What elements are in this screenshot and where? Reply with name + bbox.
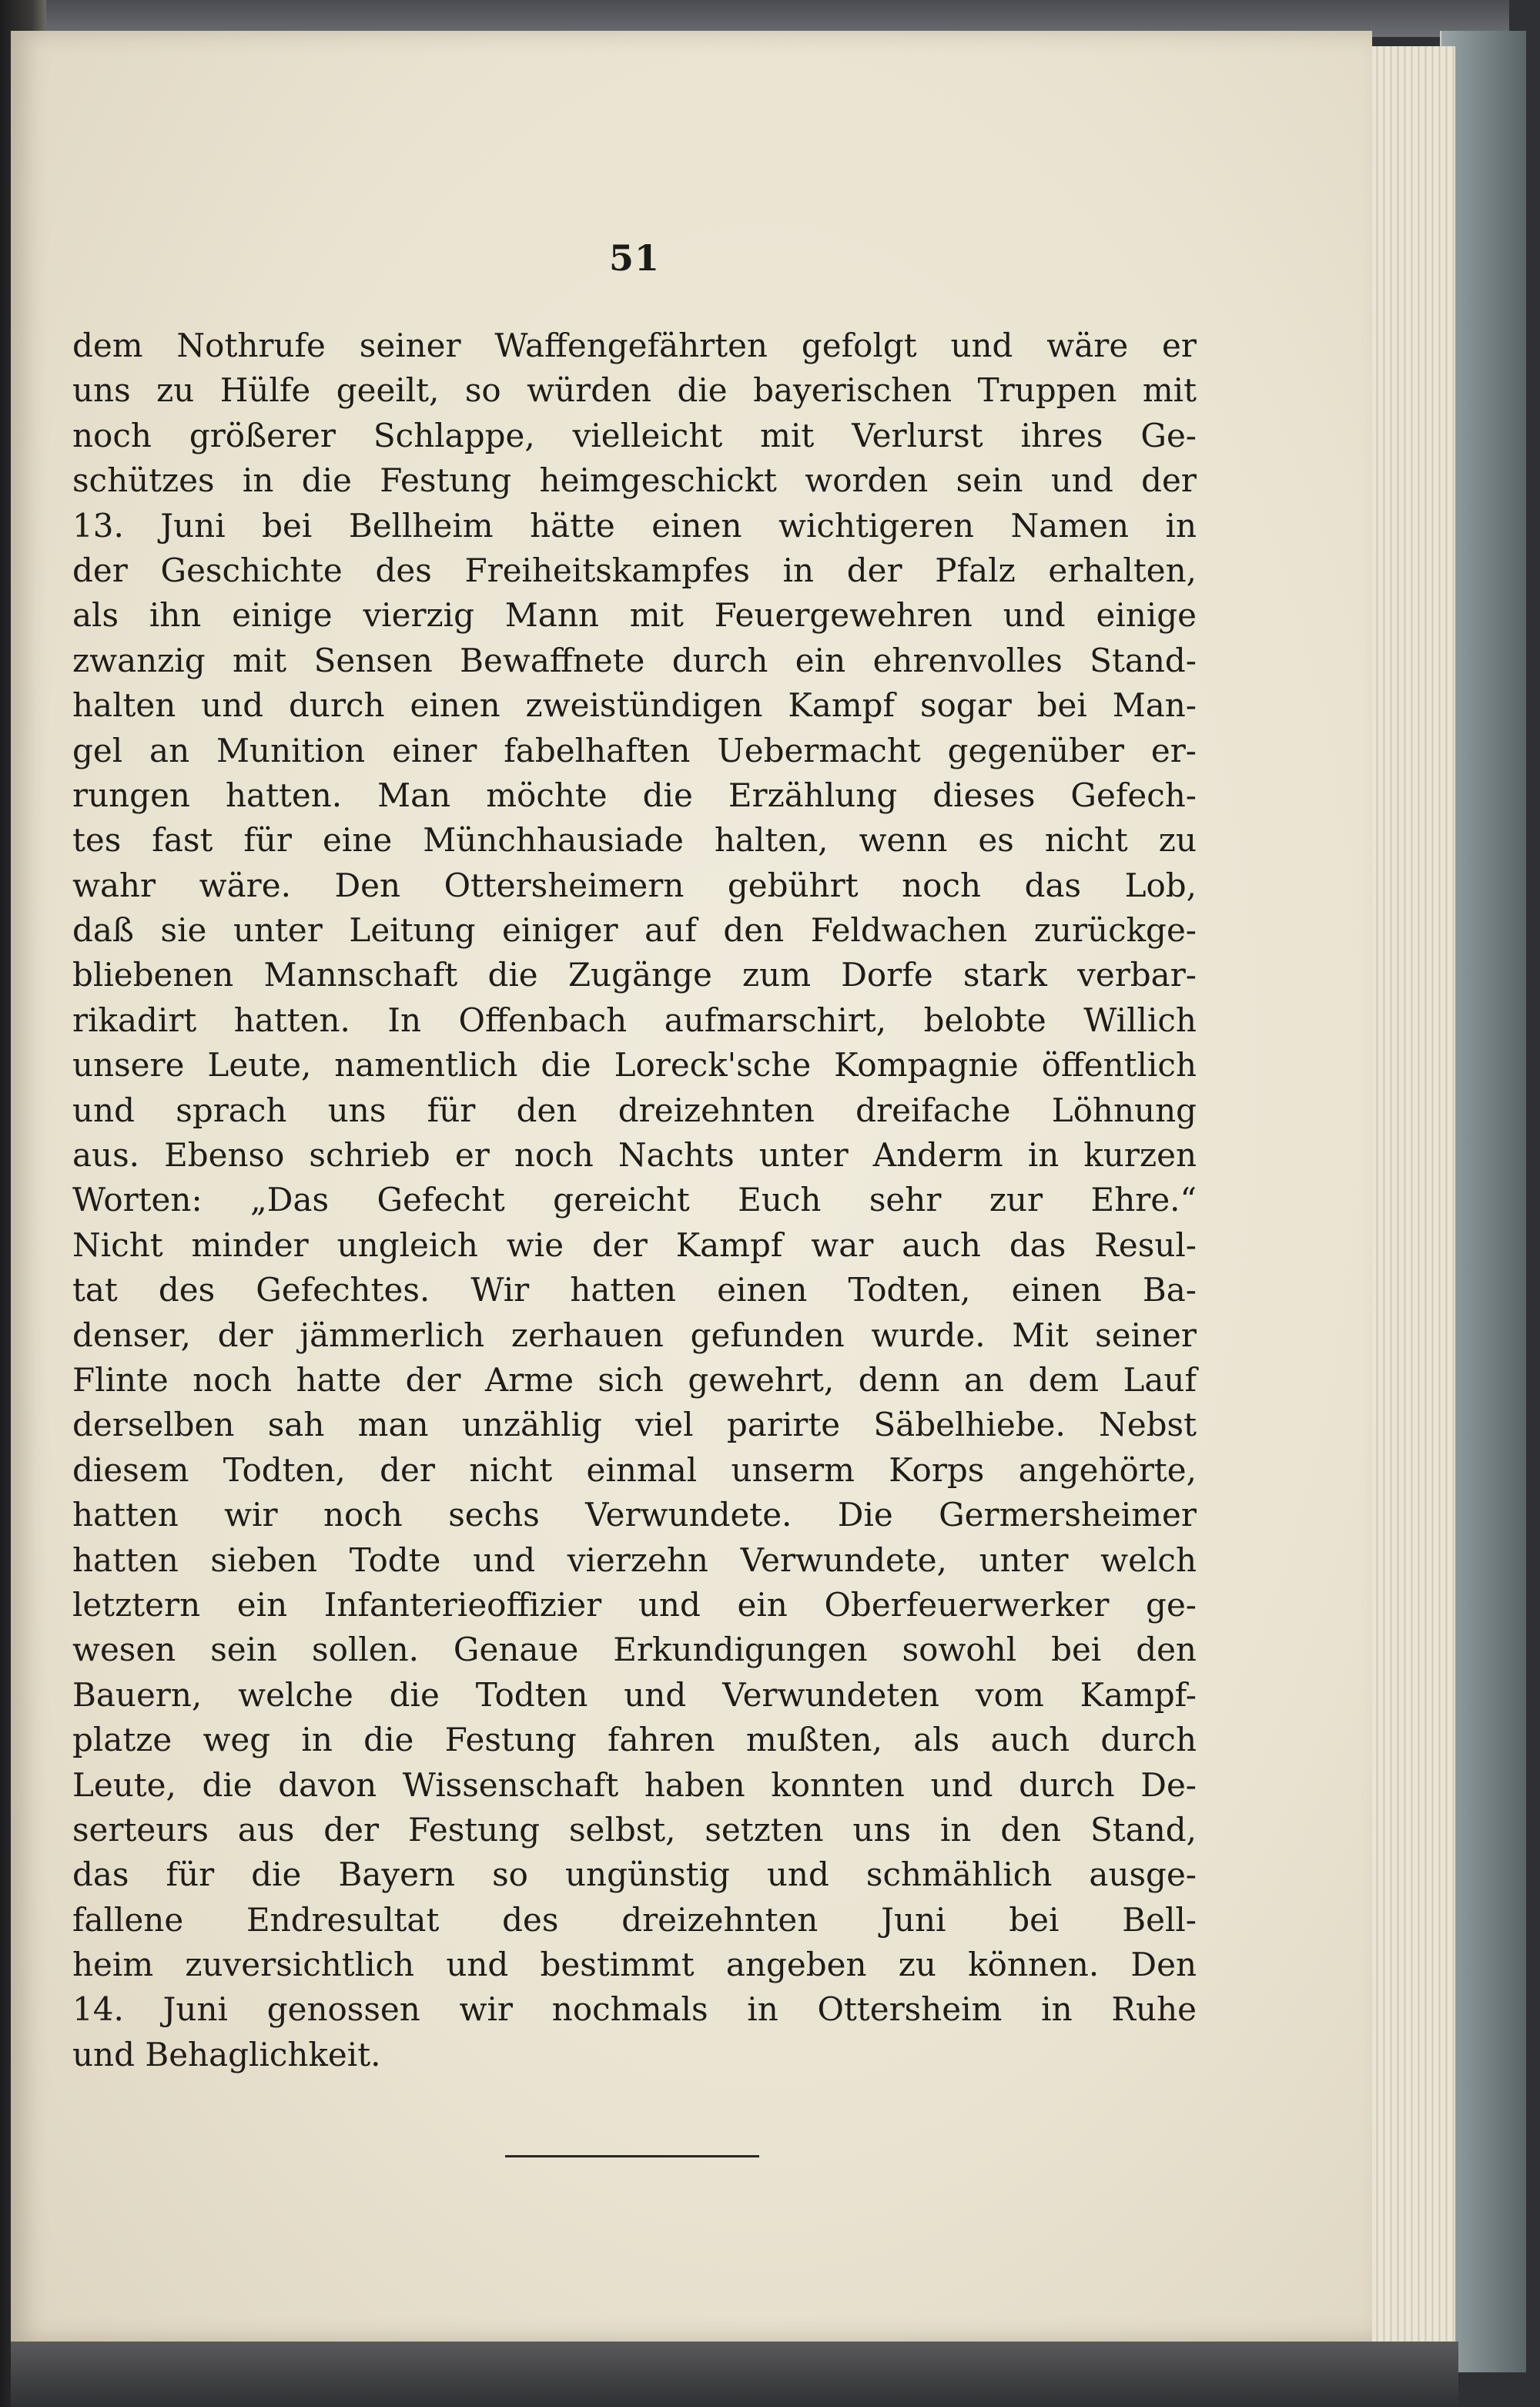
text-line: platze weg in die Festung fahren mußten, als auch durch — [72, 1721, 1197, 1759]
book-page — [11, 31, 1372, 2342]
text-line: Leute, die davon Wissenschaft haben konnten und durch De- — [72, 1765, 1197, 1804]
text-line: denser, der jämmerlich zerhauen gefunden wurde. Mit seiner — [72, 1316, 1197, 1354]
text-line: derselben sah man unzählig viel parirte Säbelhiebe. Nebst — [72, 1406, 1197, 1444]
text-line: der Geschichte des Freiheitskampfes in der Pfalz erhalten, — [72, 551, 1197, 589]
text-line: unsere Leute, namentlich die Loreck'sche Kompagnie öffentlich — [72, 1046, 1197, 1084]
end-rule — [505, 2155, 759, 2157]
text-line: halten und durch einen zweistündigen Kampf sogar bei Man- — [72, 686, 1197, 725]
text-line: rungen hatten. Man möchte die Erzählung dieses Gefech- — [72, 776, 1197, 814]
text-line: daß sie unter Leitung einiger auf den Feldwachen zurückge- — [72, 911, 1197, 950]
text-line: schützes in die Festung heimgeschickt worden sein und der — [72, 461, 1197, 500]
text-line: das für die Bayern so ungünstig und schmählich ausge- — [72, 1856, 1197, 1894]
body-text — [72, 324, 1197, 2077]
text-line: hatten sieben Todte und vierzehn Verwundete, unter welch — [72, 1540, 1197, 1579]
text-line: 14. Juni genossen wir nochmals in Ottersheim in Ruhe — [72, 1990, 1197, 2029]
text-line: Flinte noch hatte der Arme sich gewehrt, denn an dem Lauf — [72, 1360, 1197, 1399]
text-line: fallene Endresultat des dreizehnten Juni bei Bell- — [72, 1900, 1197, 1939]
text-line: serteurs aus der Festung selbst, setzten uns in den Stand, — [72, 1810, 1197, 1849]
text-line: aus. Ebenso schrieb er noch Nachts unter Anderm in kurzen — [72, 1136, 1197, 1175]
text-line: gel an Munition einer fabelhaften Uebermacht gegenüber er- — [72, 731, 1197, 769]
text-line: hatten wir noch sechs Verwundete. Die Germersheimer — [72, 1496, 1197, 1534]
text-line: und sprach uns für den dreizehnten dreifache Löhnung — [72, 1091, 1197, 1129]
text-line: bliebenen Mannschaft die Zugänge zum Dorfe stark verbar- — [72, 956, 1197, 994]
text-line: tat des Gefechtes. Wir hatten einen Todten, einen Ba- — [72, 1271, 1197, 1309]
text-line: letztern ein Infanterieoffizier und ein Oberfeuerwerker ge- — [72, 1585, 1197, 1624]
text-line: wesen sein sollen. Genaue Erkundigungen sowohl bei den — [72, 1631, 1197, 1669]
text-line: tes fast für eine Münchhausiade halten, wenn es nicht zu — [72, 821, 1197, 860]
text-line: diesem Todten, der nicht einmal unserm Korps angehörte, — [72, 1450, 1197, 1489]
text-line: Nicht minder ungleich wie der Kampf war auch das Resul- — [72, 1225, 1197, 1264]
page-edges — [1364, 46, 1455, 2342]
scanner-bottom-shadow — [11, 2342, 1458, 2407]
text-line: uns zu Hülfe geeilt, so würden die bayerischen Truppen mit — [72, 371, 1197, 410]
text-line: wahr wäre. Den Ottersheimern gebührt noch das Lob, — [72, 866, 1197, 904]
text-line: Bauern, welche die Todten und Verwundeten vom Kampf- — [72, 1675, 1197, 1714]
text-line: als ihn einige vierzig Mann mit Feuergewehren und einige — [72, 596, 1197, 635]
text-line: 13. Juni bei Bellheim hätte einen wichtigeren Namen in — [72, 506, 1197, 545]
text-line: zwanzig mit Sensen Bewaffnete durch ein ehrenvolles Stand- — [72, 641, 1197, 679]
text-line: rikadirt hatten. In Offenbach aufmarschirt, belobte Willich — [72, 1001, 1197, 1039]
text-line: und Behaglichkeit. — [72, 2035, 381, 2073]
text-line: dem Nothrufe seiner Waffengefährten gefolgt und wäre er — [72, 327, 1197, 364]
text-line: heim zuversichtlich und bestimmt angeben zu können. Den — [72, 1946, 1197, 1984]
text-line: Worten: „Das Gefecht gereicht Euch sehr zur Ehre.“ — [72, 1181, 1197, 1219]
page-number: 51 — [608, 237, 660, 279]
text-line: noch größerer Schlappe, vielleicht mit Verlurst ihres Ge- — [72, 416, 1197, 454]
